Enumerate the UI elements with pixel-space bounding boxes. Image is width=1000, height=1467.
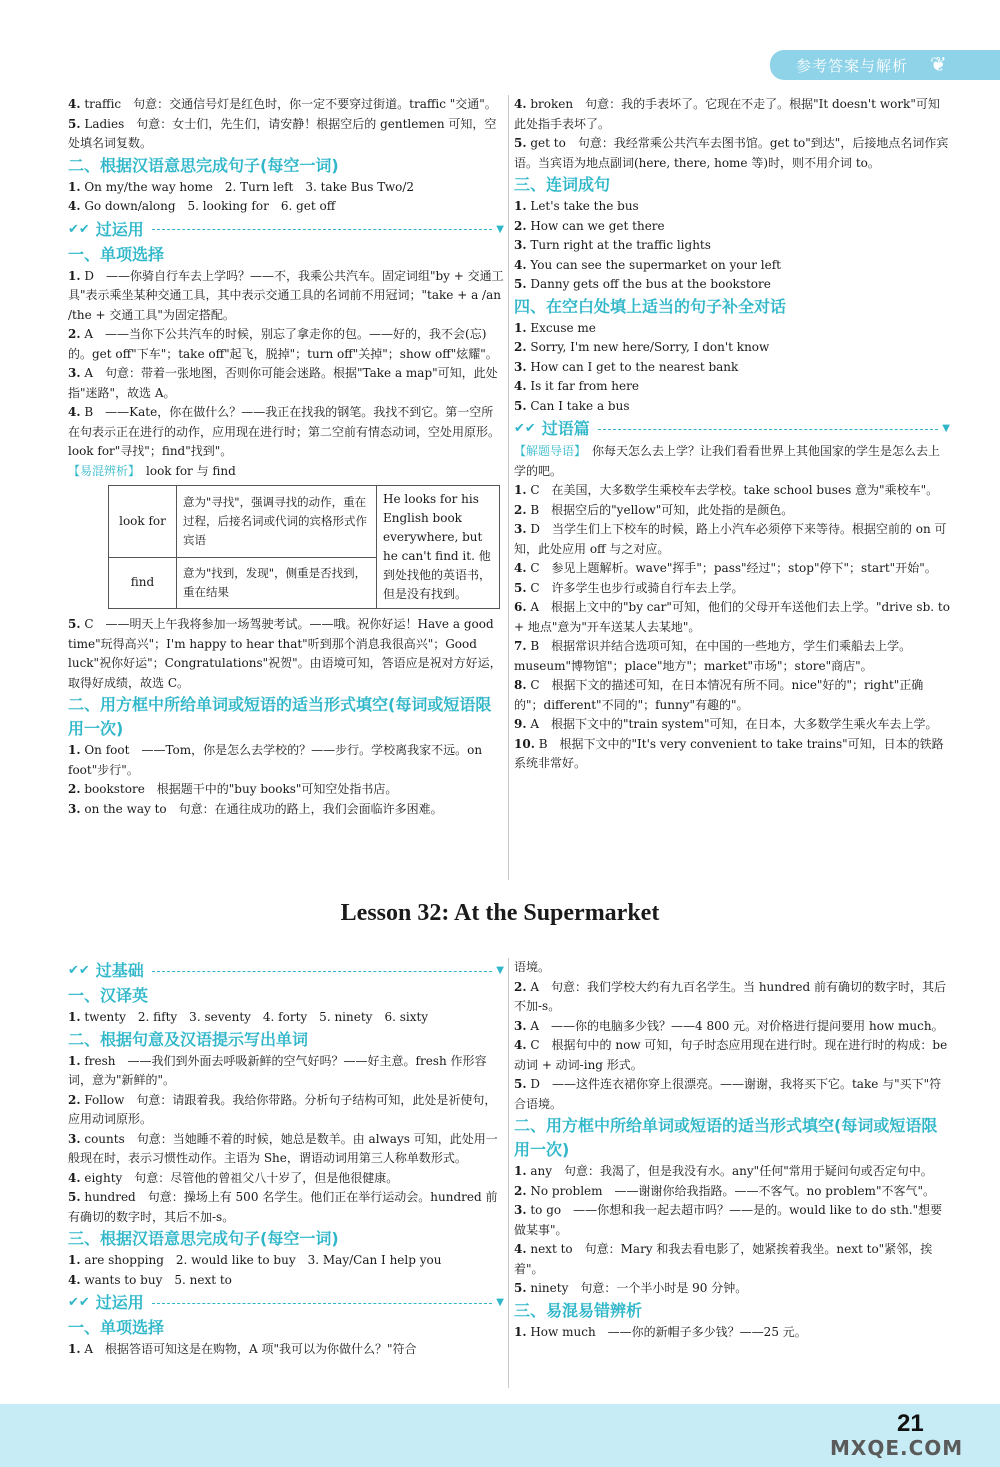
answer-item — [68, 267, 504, 326]
item-text: C 许多学生也步行或骑自行车去上学。 — [526, 580, 744, 595]
item-number: 1. — [68, 1053, 81, 1068]
answer-item — [514, 338, 950, 358]
item-text: Let's take the bus — [526, 199, 639, 213]
answer-item — [514, 358, 950, 378]
item-text: C 根据句中的 now 可知，句子时态应用现在进行时。现在进行时的构成：be 动词 + 动词-ing 形式。 — [514, 1038, 948, 1072]
item-text: C ——明天上午我将参加一场驾驶考试。——哦。祝你好运！Have a good time"玩得高兴"；I'm happy to hear that"听到那个消息我很高兴"；Good luck"祝你好运"；Congratulations"祝贺"。由语境可知，答语应是祝对方好运，取得好成绩，故选 C。 — [68, 617, 502, 690]
tagged-note — [68, 462, 504, 482]
item-number: 3. — [514, 359, 527, 374]
item-number: 5. — [514, 1281, 527, 1295]
answer-item — [514, 319, 950, 339]
item-text: How much ——你的新帽子多少钱？——25 元。 — [526, 1324, 807, 1339]
answer-item — [514, 1075, 950, 1114]
item-number: 8. — [514, 678, 527, 692]
item-number: 4. — [514, 561, 527, 575]
item-text: C 根据下文的描述可知，在日本情况有所不同。nice"好的"；right"正确的"；different"不同的"；funny"有趣的"。 — [514, 678, 924, 712]
answer-item — [514, 1162, 950, 1182]
answer-item — [514, 397, 950, 417]
table-example: He looks for his English book everywhere, but he can't find it. 他到处找他的英语书，但是没有找到。 — [377, 486, 500, 609]
item-number: 5. — [514, 277, 527, 291]
item-number: 4. — [514, 1038, 527, 1052]
leaf-icon: ❦ — [930, 52, 947, 76]
table-desc-look-for: 意为"寻找"，强调寻找的动作，重在过程，后接名词或代词的宾格形式作宾语 — [177, 486, 377, 558]
item-text: broken 句意：我的手表坏了。它现在不走了。根据"It doesn't work"可知此处指手表坏了。 — [514, 97, 940, 131]
confusable-table — [108, 485, 500, 609]
item-text: C 在美国，大多数学生乘校车去学校。take school buses 意为"乘校车"。 — [526, 483, 939, 497]
section-heading: 二、根据句意及汉语提示写出单词 — [68, 1029, 309, 1049]
item-number: 4. — [68, 405, 81, 419]
item-number: 4. — [514, 379, 527, 393]
section-heading: 四、在空白处填上适当的句子补全对话 — [514, 296, 787, 316]
answer-item — [514, 735, 950, 774]
tagged-note — [514, 442, 950, 481]
item-number: 1. — [68, 1010, 81, 1024]
answer-item — [68, 1271, 504, 1291]
item-text: You can see the supermarket on your left — [526, 257, 781, 272]
answer-item — [68, 1169, 504, 1189]
answer-item — [514, 95, 950, 134]
block-heading — [68, 1290, 504, 1316]
note-text: 你每天怎么去上学？让我们看看世界上其他国家的学生是怎么去上学的吧。 — [514, 444, 941, 478]
watermark-text: MXQE.COM — [830, 1436, 964, 1460]
item-number: 3. — [514, 238, 527, 252]
item-text: bookstore 根据题干中的"buy books"可知空处指书店。 — [80, 782, 398, 796]
item-text: on the way to 句意：在通往成功的路上，我们会面临许多困难。 — [80, 801, 443, 816]
table-desc-find: 意为"找到，发现"，侧重是否找到，重在结果 — [177, 557, 377, 608]
item-number: 4. — [514, 1242, 527, 1256]
section-heading: 三、根据汉语意思完成句子(每空一词) — [68, 1229, 339, 1248]
answer-item — [68, 364, 504, 403]
item-number: 4. — [68, 97, 81, 111]
item-number: 4. — [68, 1272, 81, 1287]
item-text: Danny gets off the bus at the bookstore — [526, 277, 771, 291]
answer-item — [514, 377, 950, 397]
answer-item — [68, 800, 504, 820]
item-text: to go ——你想和我一起去超市吗？——是的。would like to do sth."想要做某事"。 — [514, 1203, 943, 1237]
answer-item — [68, 1008, 504, 1028]
item-number: 3. — [68, 366, 81, 380]
answer-item — [68, 1188, 504, 1227]
item-text: A 根据答语可知这是在购物，A 项"我可以为你做什么？"符合 — [80, 1342, 417, 1356]
item-text: Is it far from here — [526, 379, 639, 393]
check-icon: ✔✔ — [68, 1295, 90, 1310]
answer-item — [514, 1182, 950, 1202]
right-bottom-column — [514, 958, 950, 1342]
answer-item — [514, 236, 950, 256]
item-text: next to 句意：Mary 和我去看电影了，她紧挨着我坐。next to"紧邻，挨着"。 — [514, 1242, 933, 1276]
item-number: 5. — [514, 136, 527, 150]
item-number: 3. — [514, 1203, 527, 1217]
item-text: D ——这件连衣裙你穿上很漂亮。——谢谢，我将买下它。take 与"买下"符合语境。 — [514, 1077, 942, 1111]
header-title: 参考答案与解析 — [796, 57, 909, 75]
item-number: 1. — [68, 268, 81, 283]
answer-item — [514, 520, 950, 559]
answer-item — [514, 256, 950, 276]
item-text: D ——你骑自行车去上学吗？——不，我乘公共汽车。固定词组"by + 交通工具"表示乘坐某种交通工具，其中表示交通工具的名词前不用冠词；"take + a /an /the + 交通工具"为固定搭配。 — [68, 268, 504, 322]
item-text: How can I get to the nearest bank — [526, 359, 739, 374]
answer-item — [514, 579, 950, 599]
item-number: 4. — [514, 97, 527, 111]
item-text: B 根据常识并结合选项可知，在中国的一些地方，学生们乘船去上学。museum"博物馆"；place"地方"；market"市场"；store"商店"。 — [514, 639, 912, 673]
section-heading: 一、汉译英 — [68, 986, 149, 1005]
answer-item — [514, 559, 950, 579]
item-number: 1. — [514, 483, 527, 497]
item-number: 1. — [514, 1164, 527, 1178]
answer-item — [68, 95, 504, 115]
item-text: B 根据空后的"yellow"可知，此处指的是颜色。 — [526, 502, 794, 517]
answer-item — [68, 615, 504, 693]
item-number: 1. — [514, 199, 527, 213]
check-icon: ✔✔ — [68, 963, 90, 978]
answer-item — [514, 1036, 950, 1075]
item-number: 1. — [68, 179, 81, 194]
item-number: 3. — [68, 1131, 81, 1146]
item-text: Go down/along 5. looking for 6. get off — [80, 199, 336, 213]
item-text: C 参见上题解析。wave"挥手"；pass"经过"；stop"停下"；start"开始"。 — [526, 561, 937, 575]
note-tag: 【解题导语】 — [514, 444, 581, 458]
right-bottom-list — [514, 958, 950, 1342]
item-number: 4. — [514, 257, 527, 272]
item-text: A ——当你下公共汽车的时候，别忘了拿走你的包。——好的，我不会(忘)的。get off"下车"；take off"起飞，脱掉"；turn off"关掉"；show off"炫耀"。 — [68, 327, 498, 361]
check-icon: ✔✔ — [68, 221, 90, 237]
answer-item — [68, 1130, 504, 1169]
answer-item — [514, 676, 950, 715]
item-text: fresh ——我们到外面去呼吸新鲜的空气好吗？——好主意。fresh 作形容词，意为"新鲜的"。 — [68, 1053, 487, 1087]
answer-item — [68, 780, 504, 800]
answer-item — [68, 197, 504, 217]
triangle-icon: ▼ — [496, 1297, 504, 1308]
item-number: 5. — [68, 1190, 81, 1204]
item-text: are shopping 2. would like to buy 3. May/Can I help you — [80, 1253, 442, 1267]
item-text: Can I take a bus — [526, 398, 630, 413]
item-number: 4. — [68, 1170, 81, 1185]
answer-item — [514, 1017, 950, 1037]
left-top-list — [68, 95, 504, 481]
item-number: 2. — [514, 340, 527, 354]
item-text: Follow 句意：请跟着我。我给你带路。分析句子结构可知，此处是祈使句，应用动词原形。 — [68, 1092, 497, 1126]
triangle-icon: ▼ — [496, 223, 504, 235]
item-number: 9. — [514, 717, 527, 731]
item-text: twenty 2. fifty 3. seventy 4. forty 5. ninety 6. sixty — [80, 1010, 429, 1024]
item-number: 1. — [68, 743, 81, 757]
item-number: 2. — [514, 502, 527, 517]
answer-item — [514, 715, 950, 735]
item-number: 1. — [514, 1324, 527, 1339]
item-number: 6. — [514, 600, 527, 614]
block-heading — [68, 958, 504, 984]
column-divider-top — [508, 95, 509, 880]
item-number: 1. — [68, 1342, 81, 1356]
item-number: 2. — [514, 218, 527, 233]
right-top-list — [514, 95, 950, 774]
answer-item — [514, 637, 950, 676]
item-text: A ——你的电脑多少钱？——4 800 元。对价格进行提问要用 how much。 — [526, 1018, 944, 1033]
column-divider-bottom — [508, 958, 509, 1388]
item-number: 4. — [68, 199, 81, 213]
block-heading — [514, 416, 950, 442]
item-text: get to 句意：我经常乘公共汽车去图书馆。get to"到达"，后接地点名词作宾语。当宾语为地点副词(here, there, home 等)时，则不用介词 to。 — [514, 136, 949, 170]
answer-item — [68, 1340, 504, 1360]
answer-item — [514, 1279, 950, 1299]
answer-item — [68, 115, 504, 154]
block-heading-label: 过基础 — [95, 961, 144, 980]
triangle-icon: ▼ — [942, 423, 950, 434]
answer-item — [68, 325, 504, 364]
item-text: eighty 句意：尽管他的曾祖父八十岁了，但是他很健康。 — [80, 1170, 399, 1185]
item-text: wants to buy 5. next to — [80, 1272, 232, 1287]
answer-item — [68, 1251, 504, 1271]
note-tag: 【易混辨析】 — [68, 463, 135, 478]
left-top-after-list — [68, 615, 504, 819]
block-heading-label: 过语篇 — [541, 419, 590, 438]
item-text: any 句意：我渴了，但是我没有水。any"任何"常用于疑问句或否定句中。 — [526, 1164, 933, 1178]
section-heading: 一、单项选择 — [68, 244, 165, 264]
item-number: 10. — [514, 736, 535, 751]
item-number: 5. — [68, 617, 81, 631]
section-heading: 二、用方框中所给单词或短语的适当形式填空(每词或短语限用一次) — [514, 1116, 938, 1159]
left-top-column — [68, 95, 504, 819]
item-text: ninety 句意：一个半小时是 90 分钟。 — [526, 1281, 748, 1295]
answer-item — [514, 598, 950, 637]
answer-item — [68, 178, 504, 198]
lesson-title: Lesson 32: At the Supermarket — [340, 900, 660, 926]
check-icon: ✔✔ — [514, 421, 536, 436]
item-number: 5. — [514, 398, 527, 413]
answer-item — [514, 978, 950, 1017]
item-text: Sorry, I'm new here/Sorry, I don't know — [526, 340, 770, 354]
triangle-icon: ▼ — [496, 965, 504, 976]
item-number: 2. — [68, 1092, 81, 1107]
item-text: Ladies 句意：女士们，先生们，请安静！根据空后的 gentlemen 可知，空处填名词复数。 — [68, 116, 497, 150]
item-text: Turn right at the traffic lights — [526, 238, 711, 252]
section-heading: 二、用方框中所给单词或短语的适当形式填空(每词或短语限用一次) — [68, 695, 492, 738]
item-text: A 根据上文中的"by car"可知，他们的父母开车送他们去上学。"drive sb. to + 地点"意为"开车送某人去某地"。 — [514, 600, 950, 634]
item-text: B 根据下文中的"It's very convenient to take trains"可知，日本的铁路系统非常好。 — [514, 736, 944, 770]
answer-item — [514, 501, 950, 521]
answer-item — [68, 1091, 504, 1130]
answer-item — [514, 481, 950, 501]
note-text: look for 与 find — [134, 463, 236, 478]
item-text: traffic 句意：交通信号灯是红色时，你一定不要穿过街道。traffic "交通"。 — [80, 97, 497, 111]
item-number: 3. — [514, 522, 527, 536]
section-heading: 一、单项选择 — [68, 1318, 165, 1337]
dashed-rule — [598, 429, 938, 430]
page-number: 21 — [897, 1410, 924, 1437]
table-word-look-for: look for — [109, 486, 177, 558]
item-number: 2. — [514, 979, 527, 994]
item-text: On foot ——Tom，你是怎么去学校的？——步行。学校离我家不远。on foot"步行"。 — [68, 743, 483, 777]
item-text: A 句意：我们学校大约有九百名学生。当 hundred 前有确切的数字时，其后不加-s。 — [514, 979, 947, 1013]
item-number: 2. — [68, 327, 81, 341]
answer-item — [68, 403, 504, 462]
item-number: 7. — [514, 639, 527, 653]
item-number: 1. — [514, 320, 527, 335]
right-top-column — [514, 95, 950, 774]
item-text: Excuse me — [526, 320, 596, 335]
item-text: hundred 句意：操场上有 500 名学生。他们正在举行运动会。hundred 前有确切的数字时，其后不加-s。 — [68, 1190, 498, 1224]
item-number: 3. — [514, 1018, 527, 1033]
item-text: counts 句意：当她睡不着的时候，她总是数羊。由 always 可知，此处用一般现在时，表示习惯性动作。主语为 She，谓语动词用第三人称单数形式。 — [68, 1131, 498, 1165]
item-number: 5. — [514, 1077, 527, 1091]
answer-item — [514, 275, 950, 295]
table-word-find: find — [109, 557, 177, 608]
block-heading — [68, 217, 504, 243]
answer-item — [514, 1323, 950, 1343]
item-text: D 当学生们上下校车的时候，路上小汽车必须停下来等待。根据空前的 on 可知，此处应用 off 与之对应。 — [514, 522, 947, 556]
answer-item — [514, 134, 950, 173]
dashed-rule — [152, 971, 492, 972]
dashed-rule — [152, 1303, 492, 1304]
item-text: B ——Kate，你在做什么？——我正在找我的钢笔。我找不到它。第一空所在句表示正在进行的动作，应用现在进行时；第二空前有情态动词，空处用原形。look for"寻找"；find"找到"。 — [68, 405, 501, 458]
item-number: 5. — [514, 580, 527, 595]
item-text: A 句意：带着一张地图，否则你可能会迷路。根据"Take a map"可知，此处指"迷路"，故选 A。 — [68, 366, 498, 400]
item-number: 2. — [514, 1183, 527, 1198]
item-number: 5. — [68, 116, 81, 131]
answer-item: 语境。 — [514, 960, 551, 974]
answer-item — [514, 197, 950, 217]
left-bottom-list — [68, 958, 504, 1360]
dashed-rule — [152, 229, 492, 230]
item-text: A 根据下文中的"train system"可知，在日本，大多数学生乘火车去上学。 — [526, 717, 938, 731]
answer-item — [514, 1240, 950, 1279]
section-heading: 二、根据汉语意思完成句子(每空一词) — [68, 155, 339, 175]
answer-item — [514, 217, 950, 237]
section-heading: 三、连词成句 — [514, 175, 611, 194]
answer-item — [514, 1201, 950, 1240]
answer-item — [68, 741, 504, 780]
item-text: No problem ——谢谢你给我指路。——不客气。no problem"不客气"。 — [526, 1183, 935, 1198]
item-number: 3. — [68, 801, 81, 816]
left-bottom-column — [68, 958, 504, 1360]
section-heading: 三、易混易错辨析 — [514, 1300, 643, 1320]
block-heading-label: 过运用 — [95, 1293, 144, 1312]
item-number: 1. — [68, 1253, 81, 1267]
item-text: How can we get there — [526, 218, 665, 233]
item-number: 2. — [68, 782, 81, 796]
item-text: On my/the way home 2. Turn left 3. take Bus Two/2 — [80, 179, 415, 194]
block-heading-label: 过运用 — [95, 219, 144, 239]
answer-item — [68, 1052, 504, 1091]
